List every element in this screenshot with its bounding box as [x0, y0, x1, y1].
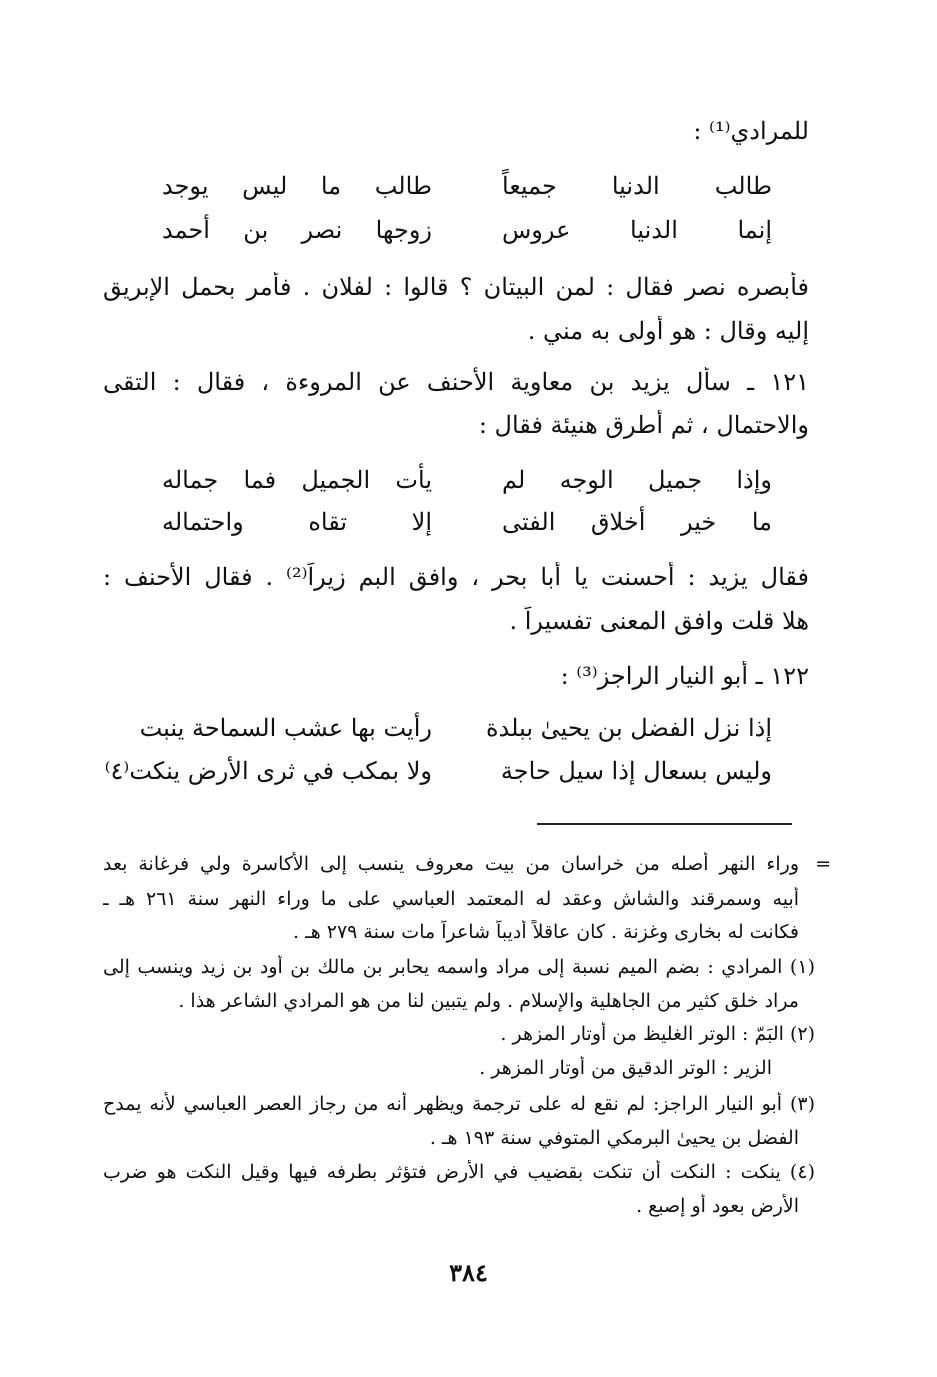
poem-1-verse-1-second-hemistich: طالب ما ليس يوجد	[162, 172, 432, 200]
poem-1-verse-2-second-hemistich: زوجها نصر بن أحمد	[162, 216, 432, 244]
paragraph-1-line-1: فأبصره نصر فقال : لمن البيتان ؟ قالوا : لفلان . فأمر بحمل الإبريق	[103, 273, 809, 301]
poem-2-verse-1-first-hemistich: وإذا جميل الوجه لم	[502, 466, 772, 494]
footnote-2-line-1: (٢) البَمّ : الوتر الغليظ من أوتار المزهر .	[500, 1023, 815, 1045]
footnote-3-line-2: الفضل بن يحيىٰ البرمكي المتوفي سنة ١٩٣ هـ .	[429, 1127, 799, 1149]
footnote-continuation-line-3: فكانت له بخارى وغزنة . كان عاقلاً أديباً شاعراً مات سنة ٢٧٩ هـ .	[293, 921, 799, 943]
page-number: ٣٨٤	[449, 1258, 488, 1287]
footnote-2-line-2: الزير : الوتر الدقيق من أوتار المزهر .	[479, 1057, 772, 1079]
paragraph-3-line-1: فقال يزيد : أحسنت يا أبا بحر ، وافق البم زيراً⁽²⁾ . فقال الأحنف :	[103, 563, 809, 591]
footnote-separator	[537, 823, 792, 825]
poem-3-verse-1-second-hemistich: رأيت بها عشب السماحة ينبت	[139, 714, 432, 742]
footnote-4-line-2: الأرض بعود أو إصبع .	[636, 1195, 799, 1217]
poem-2-verse-1-second-hemistich: يأت الجميل فما جماله	[162, 466, 432, 494]
poem-2-verse-2-first-hemistich: ما خير أخلاق الفتى	[502, 508, 772, 536]
footnote-4-line-1: (٤) ينكت : النكت أن تنكت بقضيب في الأرض فتؤثر بطرفه فيها وقيل النكت هو ضرب	[103, 1161, 815, 1183]
item-122-heading: ١٢٢ ـ أبو النيار الراجز⁽³⁾ :	[560, 662, 809, 690]
poem-3-verse-1-first-hemistich: إذا نزل الفضل بن يحيىٰ ببلدة	[485, 714, 772, 742]
footnote-1-line-1: (١) المرادي : بضم الميم نسبة إلى مراد واسمه يحابر بن مالك بن أود بن زيد وينسب إلى	[103, 956, 815, 978]
footnote-3-line-1: (٣) أبو النيار الراجز: لم نقع له على ترجمة ويظهر أنه من رجاز العصر العباسي لأنه يمدح	[103, 1093, 815, 1115]
footnote-continuation-line-1: وراء النهر أصله من خراسان من بيت معروف ينسب إلى الأكاسرة ولي فرغانة بعد	[103, 853, 799, 875]
poem-1-verse-2-first-hemistich: إنما الدنيا عروس	[502, 216, 772, 244]
paragraph-1-line-2: إليه وقال : هو أولى به مني .	[527, 317, 809, 345]
footnote-continuation-line-2: أبيه وسمرقند والشاش وعقد له المعتمد العباسي على ما وراء النهر سنة ٢٦١ هـ ـ	[103, 888, 799, 910]
poem-2-verse-2-second-hemistich: إلا تقاه واحتماله	[162, 508, 432, 536]
paragraph-121-line-1: ١٢١ ـ سأل يزيد بن معاوية الأحنف عن المروءة ، فقال : التقى	[103, 368, 809, 396]
poem-1-verse-1-first-hemistich: طالب الدنيا جميعاً	[502, 172, 772, 200]
footnote-1-line-2: مراد خلق كثير من الجاهلية والإسلام . ولم يتبين لنا من هو المرادي الشاعر هذا .	[178, 990, 799, 1012]
footnote-continuation-mark: =	[815, 853, 831, 875]
poem-3-verse-2-first-hemistich: وليس بسعال إذا سيل حاجة	[500, 757, 772, 785]
poem-3-verse-2-second-hemistich: ولا بمكب في ثرى الأرض ينكت⁽٤⁾	[104, 757, 432, 785]
intro-line: للمرادي⁽¹⁾ :	[693, 117, 809, 145]
paragraph-3-line-2: هلا قلت وافق المعنى تفسيراً .	[509, 607, 809, 635]
paragraph-121-line-2: والاحتمال ، ثم أطرق هنيئة فقال :	[478, 411, 809, 439]
